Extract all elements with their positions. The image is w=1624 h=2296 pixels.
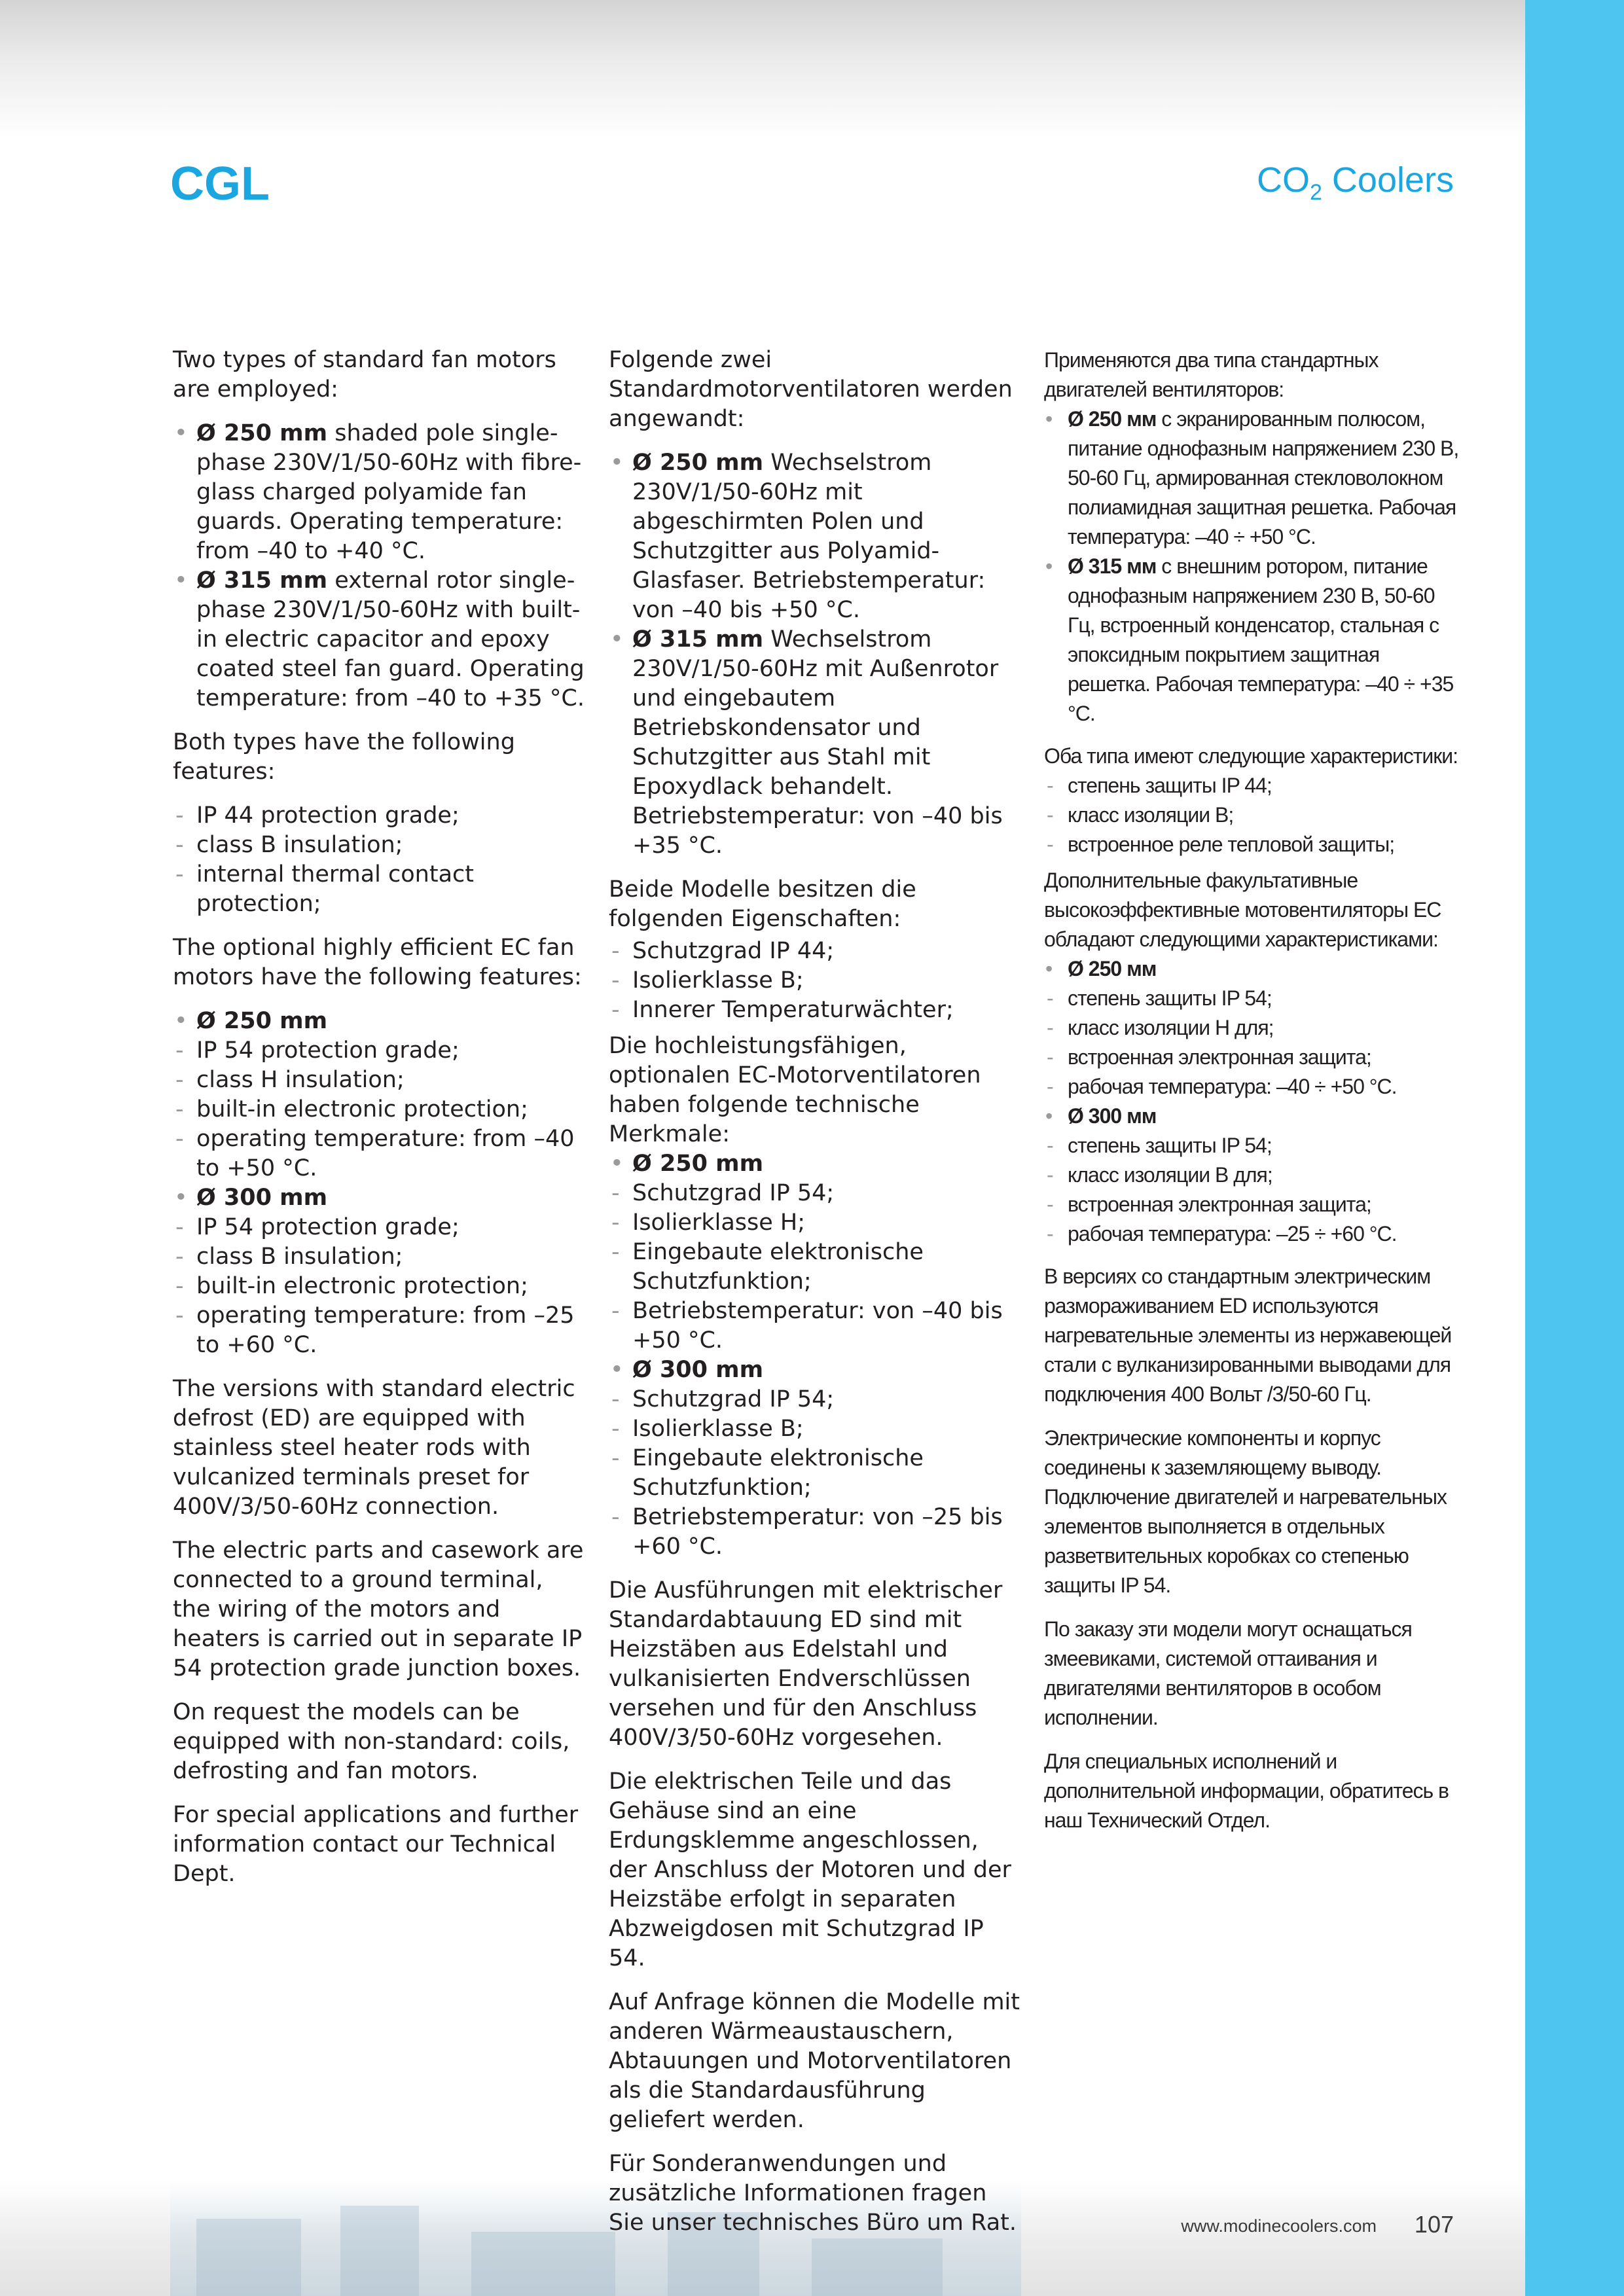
defrost-paragraph: Die Ausführungen mit elektrischer Standardabtauung ED sind mit Heizstäben aus Edelstahl und vulkanisierten Endverschlüssen versehen und für den Anschluss 400V/3/50-60Hz vorgesehen. — [609, 1577, 1003, 1751]
features-intro: Beide Modelle besitzen die folgenden Eigenschaften: — [609, 876, 916, 932]
intro-paragraph: Folgende zwei Standardmotorventilatoren werden angewandt: — [609, 347, 1013, 432]
motor-list — [1044, 404, 1463, 728]
list-item: - класс изоляции B; — [1044, 800, 1463, 830]
features-list — [609, 937, 1021, 1025]
motor-size: Ø 250 mm — [632, 450, 764, 476]
list-item: - Eingebaute elektronische Schutzfunktion; — [609, 1444, 1021, 1503]
request-paragraph: По заказу эти модели могут оснащаться змеевиками, системой оттаивания и двигателями вентиляторов в особом исполнении. — [1044, 1617, 1412, 1729]
column-german — [609, 346, 1021, 2252]
motor-size: Ø 300 mm — [196, 1185, 328, 1211]
list-item — [609, 625, 1021, 861]
list-item: - Betriebstemperatur: von –25 bis +60 °C. — [609, 1503, 1021, 1562]
list-item: - class B insulation; — [173, 1242, 585, 1272]
defrost-paragraph: В версиях со стандартным электрическим размораживанием ED используются нагревательные элементы из нержавеющей стали с вулканизированными выводами для подключения 400 Вольт /3/50-60 Гц. — [1044, 1265, 1452, 1406]
list-item: - встроенная электронная защита; — [1044, 1190, 1463, 1219]
motor-size: Ø 315 mm — [196, 567, 328, 594]
motor-size: Ø 250 мм — [1068, 407, 1157, 431]
list-item — [1044, 404, 1463, 552]
contact-paragraph: For special applications and further information contact our Technical Dept. — [173, 1802, 579, 1887]
list-item: - operating temperature: from –25 to +60 °C. — [173, 1301, 585, 1360]
ec-features-list — [1044, 954, 1463, 1249]
motor-list — [173, 419, 585, 713]
list-item — [609, 1149, 1021, 1179]
motor-size: Ø 315 mm — [632, 626, 764, 653]
list-item — [1044, 1102, 1463, 1131]
ec-features-list — [609, 1149, 1021, 1562]
list-item: - internal thermal contact protection; — [173, 860, 585, 919]
contact-paragraph: Для специальных исполнений и дополнительной информации, обратитесь в наш Технический Отдел. — [1044, 1749, 1449, 1832]
request-paragraph: On request the models can be equipped with non-standard: coils, defrosting and fan motors. — [173, 1699, 570, 1784]
list-item: - Betriebstemperatur: von –40 bis +50 °C. — [609, 1297, 1021, 1355]
request-paragraph: Auf Anfrage können die Modelle mit anderen Wärmeaustauschern, Abtauungen und Motorventilatoren als die Standardausführung geliefert werden. — [609, 1989, 1020, 2133]
list-item: - class B insulation; — [173, 831, 585, 860]
list-item: - степень защиты IP 54; — [1044, 984, 1463, 1013]
section-title-suffix: Coolers — [1322, 160, 1454, 200]
list-item: - operating temperature: from –40 to +50 °C. — [173, 1124, 585, 1183]
list-item: - встроенное реле тепловой защиты; — [1044, 830, 1463, 859]
motor-description: external rotor single-phase 230V/1/50-60Hz with built-in electric capacitor and epoxy coated steel fan guard. Operating temperature: from –40 to +35 °C. — [196, 567, 585, 711]
list-item: - built-in electronic protection; — [173, 1272, 585, 1301]
list-item: - class H insulation; — [173, 1066, 585, 1095]
section-title — [1127, 160, 1454, 205]
list-item: - рабочая температура: –25 ÷ +60 °С. — [1044, 1219, 1463, 1249]
motor-size: Ø 315 мм — [1068, 554, 1157, 578]
list-item: - Schutzgrad IP 44; — [609, 937, 1021, 966]
motor-size: Ø 300 мм — [1068, 1104, 1157, 1128]
list-item — [609, 1355, 1021, 1385]
list-item: - рабочая температура: –40 ÷ +50 °С. — [1044, 1072, 1463, 1102]
footer-website-link[interactable]: www.modinecoolers.com — [1181, 2216, 1377, 2236]
intro-paragraph: Two types of standard fan motors are employed: — [173, 347, 556, 403]
ec-intro: The optional highly efficient EC fan motors have the following features: — [173, 935, 582, 990]
list-item: - Isolierklasse B; — [609, 1414, 1021, 1444]
features-intro: Both types have the following features: — [173, 729, 515, 785]
list-item: - IP 44 protection grade; — [173, 801, 585, 831]
motor-description: с внешним ротором, питание однофазным напряжением 230 В, 50-60 Гц, встроенный конденсатор, стальная с эпоксидным покрытием защитная решетка. Рабочая температура: –40 ÷ +35 °С. — [1068, 554, 1454, 725]
list-item: - Innerer Temperaturwächter; — [609, 996, 1021, 1025]
ec-intro: Die hochleistungsfähigen, optionalen EC-Motorventilatoren haben folgende technische Merkmale: — [609, 1033, 981, 1147]
section-title-prefix: CO — [1257, 160, 1310, 200]
motor-list — [609, 448, 1021, 861]
motor-size: Ø 250 mm — [632, 1151, 764, 1177]
list-item: - класс изоляции B для; — [1044, 1160, 1463, 1190]
motor-description: с экранированным полюсом, питание однофазным напряжением 230 В, 50-60 Гц, армированная стекловолокном полиамидная защитная решетка. Рабочая температура: –40 ÷ +50 °С. — [1068, 407, 1459, 548]
list-item: - степень защиты IP 44; — [1044, 771, 1463, 800]
motor-description: Wechselstrom 230V/1/50-60Hz mit Außenrotor und eingebautem Betriebskondensator und Schutzgitter aus Stahl mit Epoxydlack behandelt. Betriebstemperatur: von –40 bis +35 °C. — [632, 626, 1003, 859]
list-item — [173, 566, 585, 713]
motor-description: shaded pole single-phase 230V/1/50-60Hz with fibre-glass charged polyamide fan guards. Operating temperature: from –40 to +40 °C. — [196, 420, 582, 564]
intro-paragraph: Применяются два типа стандартных двигателей вентиляторов: — [1044, 348, 1379, 401]
document-title: CGL — [170, 158, 270, 210]
motor-size: Ø 300 mm — [632, 1357, 764, 1383]
list-item: - IP 54 protection grade; — [173, 1213, 585, 1242]
defrost-paragraph: The versions with standard electric defrost (ED) are equipped with stainless steel heater rods with vulcanized terminals preset for 400V/3/50-60Hz connection. — [173, 1376, 575, 1520]
motor-size: Ø 250 мм — [1068, 957, 1157, 980]
features-intro: Оба типа имеют следующие характеристики: — [1044, 744, 1458, 768]
side-color-band — [1525, 0, 1624, 2296]
motor-size: Ø 250 mm — [196, 1008, 328, 1034]
list-item: - IP 54 protection grade; — [173, 1036, 585, 1066]
list-item — [173, 1183, 585, 1213]
features-list — [173, 801, 585, 919]
list-item: - Isolierklasse B; — [609, 966, 1021, 996]
electric-paragraph: The electric parts and casework are connected to a ground terminal, the wiring of the motors and heaters is carried out in separate IP 54 protection grade junction boxes. — [173, 1537, 584, 1681]
ec-intro: Дополнительные факультативные высокоэффективные мотовентиляторы EC обладают следующими характеристиками: — [1044, 869, 1441, 951]
electric-paragraph: Die elektrischen Teile und das Gehäuse sind an eine Erdungsklemme angeschlossen, der Anschluss der Motoren und der Heizstäbe erfolgt in separaten Abzweigdosen mit Schutzgrad IP 54. — [609, 1768, 1011, 1971]
list-item: - класс изоляции H для; — [1044, 1013, 1463, 1043]
column-russian — [1044, 346, 1463, 1850]
electric-paragraph: Электрические компоненты и корпус соединены к заземляющему выводу. Подключение двигателей и нагревательных элементов выполняется в отдельных разветвительных коробках со степенью защиты IP 54. — [1044, 1426, 1447, 1597]
list-item: - Eingebaute elektronische Schutzfunktion; — [609, 1238, 1021, 1297]
list-item — [173, 419, 585, 566]
list-item — [609, 448, 1021, 625]
list-item: - Schutzgrad IP 54; — [609, 1179, 1021, 1208]
list-item — [1044, 954, 1463, 984]
list-item — [173, 1007, 585, 1036]
ec-features-list — [173, 1007, 585, 1360]
features-list — [1044, 771, 1463, 859]
column-english — [173, 346, 585, 1903]
list-item: - built-in electronic protection; — [173, 1095, 585, 1124]
section-title-subscript: 2 — [1310, 180, 1322, 205]
contact-paragraph: Für Sonderanwendungen und zusätzliche Informationen fragen Sie unser technisches Büro um Rat. — [609, 2151, 1017, 2236]
list-item — [1044, 552, 1463, 728]
motor-description: Wechselstrom 230V/1/50-60Hz mit abgeschirmten Polen und Schutzgitter aus Polyamid-Glasfaser. Betriebstemperatur: von –40 bis +50 °C. — [632, 450, 986, 623]
list-item: - встроенная электронная защита; — [1044, 1043, 1463, 1072]
header-background — [0, 0, 1525, 137]
list-item: - степень защиты IP 54; — [1044, 1131, 1463, 1160]
list-item: - Schutzgrad IP 54; — [609, 1385, 1021, 1414]
page-number: 107 — [1414, 2211, 1454, 2238]
list-item: - Isolierklasse H; — [609, 1208, 1021, 1238]
motor-size: Ø 250 mm — [196, 420, 328, 446]
